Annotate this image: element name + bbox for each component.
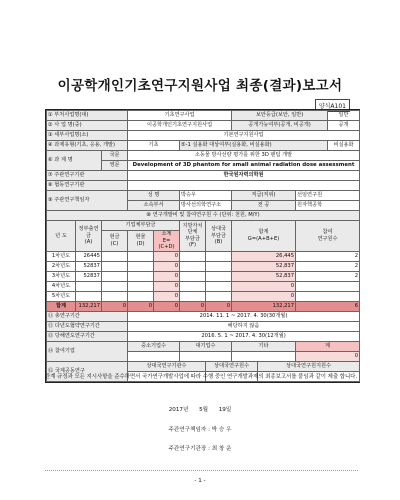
- col-sme-count: 중소기업수: [128, 341, 180, 351]
- cell-local: [180, 251, 206, 261]
- tag-english: 영문: [102, 161, 128, 171]
- cell-partner: [206, 291, 232, 301]
- cell-sme-count: [128, 351, 180, 361]
- row-multiyear-period: [47, 321, 360, 331]
- date-day: 19일: [218, 407, 232, 413]
- cell-sum-cash: 0: [102, 301, 128, 311]
- cell-gov: 52837: [76, 261, 102, 271]
- cell-total: 52,837: [232, 271, 296, 281]
- cell-cash: [102, 261, 128, 271]
- cell-sum-staff: 6: [296, 301, 360, 311]
- cell-sum-kind: 0: [128, 301, 154, 311]
- value-commercialization: 비실용화: [328, 141, 360, 151]
- label-pi-position: 직급(직위): [232, 191, 296, 201]
- date-year: 2017년: [168, 407, 189, 413]
- label-coop-institution: ⑧ 협동연구기관: [47, 181, 128, 191]
- col-other-count: 기타: [232, 341, 296, 351]
- table-row: [47, 271, 360, 281]
- form-table: [46, 110, 360, 382]
- row-project-type: [47, 141, 360, 151]
- col-partner-fund: 상대국 부담금 (B): [206, 221, 232, 252]
- row-current-period: [47, 331, 360, 341]
- budget-section-title: ⑩ 연구개발비 및 참여연구원 수 (단위: 천원, M/Y): [47, 211, 360, 221]
- col-partner-researchers: 상대국연구원수: [206, 361, 258, 371]
- cell-local: [180, 281, 206, 291]
- label-ministry-program: ① 부처사업명(대): [47, 111, 128, 121]
- cell-subtotal: 0: [154, 251, 180, 261]
- value-title-english: Development of 3D phantom for small animal radiation dose assessment: [128, 161, 360, 171]
- cell-cash: [102, 251, 128, 261]
- cell-local: [180, 271, 206, 281]
- cell-local: [180, 291, 206, 301]
- label-program-name: ② 사 업 명(중): [47, 121, 128, 131]
- value-title-korean: 소동물 방사선량 평가를 위한 3D 팬텀 개발: [128, 151, 360, 161]
- label-current-period: ⑬ 당해연도연구기간: [47, 331, 128, 341]
- label-disclosure: 공개가능여부(공개, 비공개): [232, 121, 328, 131]
- cell-staff: [296, 291, 360, 301]
- cell-subtotal: 0: [154, 291, 180, 301]
- submission-date: [0, 405, 400, 413]
- cell-year: 4차년도: [47, 281, 76, 291]
- cell-gov: 26445: [76, 251, 102, 261]
- table-row: [47, 251, 360, 261]
- row-coop-institution: [47, 181, 360, 191]
- row-intl-head: [47, 361, 360, 371]
- col-staff: 참여 연구원수: [296, 221, 360, 252]
- cell-kind: [128, 261, 154, 271]
- row-ministry-program: [47, 111, 360, 121]
- cell-subtotal: 0: [154, 261, 180, 271]
- cell-partner: [206, 261, 232, 271]
- tag-korean: 국문: [102, 151, 128, 161]
- cell-kind: [128, 271, 154, 281]
- cell-sum-subtotal: 0: [154, 301, 180, 311]
- value-disclosure: 공개: [328, 121, 360, 131]
- cell-cash: [102, 291, 128, 301]
- cell-sum-local: 0: [180, 301, 206, 311]
- col-partner-institutions: 상대국연구기관수: [128, 361, 206, 371]
- cell-sum-total: 132,217: [232, 301, 296, 311]
- label-multiyear-period: ⑫ 다년도협약연구기간: [47, 321, 128, 331]
- row-project-title-kor: [47, 151, 360, 161]
- label-project-title: ⑥ 과 제 명: [47, 151, 102, 171]
- date-month: 5월: [199, 407, 209, 413]
- col-company-total: 계: [296, 341, 360, 351]
- row-sub-program: [47, 131, 360, 141]
- cell-company-total: 0: [296, 351, 360, 361]
- cell-kind: [128, 251, 154, 261]
- cell-sum-partner: 0: [206, 301, 232, 311]
- value-sub-program: 기본연구지원사업: [128, 131, 360, 141]
- label-principal-investigator: ⑨ 주관연구책임자: [47, 191, 128, 211]
- table-row: [47, 281, 360, 291]
- col-partner-support: 상대국연구원지원수: [258, 361, 360, 371]
- cell-gov: [76, 291, 102, 301]
- value-security-level: 일반: [328, 111, 360, 121]
- cell-gov: 52837: [76, 271, 102, 281]
- label-project-type: ④ 과제유형(기초, 응용, 개발): [47, 141, 128, 151]
- col-gov-fund: 정부출연금 (A): [76, 221, 102, 252]
- value-pi-major: 원자핵공학: [296, 201, 360, 211]
- row-total-period: [47, 311, 360, 321]
- cell-year: 5차년도: [47, 291, 76, 301]
- page-title: 이공학개인기초연구지원사업 최종(결과)보고서: [57, 78, 343, 94]
- label-total-period: ⑪ 총연구기간: [47, 311, 128, 321]
- cell-other-count: [232, 351, 296, 361]
- cell-kind: [128, 281, 154, 291]
- cell-partner: [206, 271, 232, 281]
- cell-subtotal: 0: [154, 281, 180, 291]
- col-local-fund: 지방자치 단체 부담금 (F): [180, 221, 206, 252]
- table-row: [47, 291, 360, 301]
- label-participating-companies: ⑭ 참여기업: [47, 341, 128, 361]
- col-cash: 현금 (C): [102, 231, 128, 252]
- cell-cash: [102, 271, 128, 281]
- row-pi-name: [47, 191, 360, 201]
- cell-total: 26,445: [232, 251, 296, 261]
- cell-partner: [206, 251, 232, 261]
- value-coop-institution: [128, 181, 360, 191]
- cell-sum-label: 합계: [47, 301, 76, 311]
- row-lead-institution: [47, 171, 360, 181]
- label-commercialization: ⑤-1 실용화 대상여부(실용화, 비실용화): [180, 141, 328, 151]
- cell-staff: 2: [296, 261, 360, 271]
- cell-total: 52,837: [232, 261, 296, 271]
- label-pi-dept: 소속부서: [128, 201, 180, 211]
- page-number: - 1 -: [194, 478, 206, 484]
- signature-head: 주관연구기관장 : 최 창 운: [168, 446, 232, 452]
- value-program-name: 이공학개인기초연구지원사업: [128, 121, 232, 131]
- value-lead-institution: 한국원자력의학원: [128, 171, 360, 181]
- signature-pi: 주관연구책임자 : 박 승 우: [168, 427, 232, 433]
- cell-subtotal: 0: [154, 271, 180, 281]
- value-pi-dept: 방사선의학연구소: [180, 201, 232, 211]
- value-current-period: 2016. 5. 1 ~ 2017. 4. 30(12개월): [128, 331, 360, 341]
- value-project-type: 기초: [128, 141, 180, 151]
- value-pi-name: 박승우: [180, 191, 232, 201]
- cell-year: 3차년도: [47, 271, 76, 281]
- cell-year: 1차년도: [47, 251, 76, 261]
- label-pi-major: 전 공: [232, 201, 296, 211]
- label-lead-institution: ⑦ 주관연구기관: [47, 171, 128, 181]
- col-subtotal: 소계 E=(C+D): [154, 231, 180, 252]
- row-budget-col-head-1: [47, 221, 360, 231]
- cell-large-count: [180, 351, 232, 361]
- label-international-research: ⑮ 국제공동연구: [47, 361, 128, 381]
- footer-divider: [45, 470, 358, 471]
- row-budget-header: [47, 211, 360, 221]
- cell-staff: [296, 281, 360, 291]
- row-program-name: [47, 121, 360, 131]
- report-form: [45, 109, 360, 383]
- cell-kind: [128, 291, 154, 301]
- form-code: 양식A101: [315, 99, 350, 112]
- value-pi-position: 선임연구원: [296, 191, 360, 201]
- value-total-period: 2014. 11. 1 ~ 2017. 4. 30(30개월): [128, 311, 360, 321]
- label-security-level: 보안등급(보안, 일반): [232, 111, 328, 121]
- col-corp-fund: 기업체부담금: [102, 221, 180, 231]
- label-sub-program: ③ 세부사업명(소): [47, 131, 128, 141]
- col-total: 합계 G=(A+B+E): [232, 221, 296, 252]
- col-year: 년 도: [47, 221, 76, 252]
- cell-total: 0: [232, 291, 296, 301]
- cell-staff: 2: [296, 251, 360, 261]
- cell-partner: [206, 281, 232, 291]
- row-companies-head: [47, 341, 360, 351]
- cell-local: [180, 261, 206, 271]
- cell-cash: [102, 281, 128, 291]
- cell-year: 2차년도: [47, 261, 76, 271]
- table-row-sum: [47, 301, 360, 311]
- cell-sum-gov: 132,217: [76, 301, 102, 311]
- value-multiyear-period: 해당하지 않음: [128, 321, 360, 331]
- cell-staff: 2: [296, 271, 360, 281]
- col-in-kind: 현물 (D): [128, 231, 154, 252]
- cell-total: 0: [232, 281, 296, 291]
- cell-gov: [76, 281, 102, 291]
- label-pi-name: 성 명: [128, 191, 180, 201]
- submission-statement: 관계 규정과 모든 지시사항을 준수하면서 국가연구개발사업에 따라 수행 중인 연구개발과제의 최종보고서를 붙임과 같이 제출 합니다.: [45, 374, 358, 380]
- value-ministry-program: 기초연구사업: [128, 111, 232, 121]
- table-row: [47, 261, 360, 271]
- col-large-count: 대기업수: [180, 341, 232, 351]
